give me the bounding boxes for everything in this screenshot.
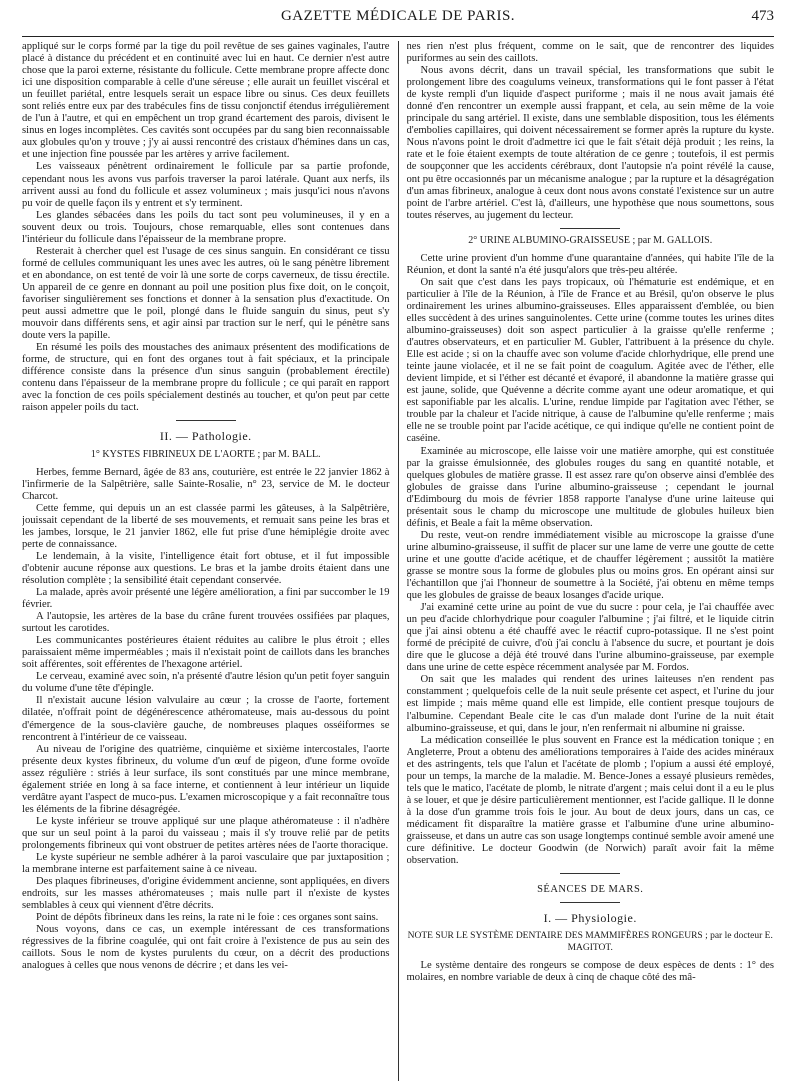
paragraph: nes rien n'est plus fréquent, comme on le sait, que de rencontrer des liquides puriformes au sein des caillots. [406,41,774,65]
paragraph: Le lendemain, à la visite, l'intelligence était fort obtuse, et il fut impossible d'obtenir aucune réponse aux questions. Le bras et la jambe droits étaient dans une résolution complète ; la sensibilité était cependant conservée. [22,550,390,586]
paragraph: Le kyste supérieur ne semble adhérer à la paroi vasculaire que par juxtaposition ; la membrane interne est parfaitement saine à ce niveau. [22,852,390,876]
section-heading-physiologie: I. — Physiologie. [543,911,637,926]
paragraph: La malade, après avoir présenté une légère amélioration, a fini par succomber le 19 février. [22,587,390,611]
paragraph: Nous voyons, dans ce cas, un exemple intéressant de ces transformations régressives de la fibrine coagulée, qui ont fait croire à l'existence de pus au sein des caillots. Sous le nom de kystes purulents du cœur, on a décrit des productions analogues à celles que nous venons de décrire ; et dans les vei- [22,924,390,972]
section-heading-pathologie: II. — Pathologie. [159,429,252,444]
article-title-magitot: NOTE SUR LE SYSTÈME DENTAIRE DES MAMMIFÈRES RONGEURS ; par le docteur E. MAGITOT. [407,931,773,954]
paragraph: Resterait à chercher quel est l'usage de ces sinus sanguin. En considérant ce tissu formé de cellules communiquant les unes avec les autres, où le sang pénètre librement et en abondance, on est tenté de voir là une sorte de corps caverneux, de tissu érectile. Un appareil de ce genre en donnant au poil une position plus fixe doit, on le conçoit, favoriser singulièrement ses fonctions et donner à la sensation plus d'exactitude. On peut aussi admettre que le poil, plongé dans le fluide sanguin du sinus, peut s'y mouvoir dans différents sens, et agir ainsi par traction sur le nerf, qui le pénètre sans doute vers la papille. [22,245,390,342]
paragraph: Du reste, veut-on rendre immédiatement visible au microscope la graisse d'une urine albumino-graisseuse, il suffit de placer sur une lame de verre une goutte de cette urine et une goutte d'acide acétique, et de chauffer légèrement ; aussitôt la matière grasse se montre sous la forme de globules plus ou moins gros. En opérant ainsi sur l'échantillon que j'ai l'honneur de soumettre à la Société, j'ai obtenu en même temps que les globules de graisse de beaux losanges d'acide urique. [406,529,774,602]
section-divider [560,902,620,903]
paragraph: Point de dépôts fibrineux dans les reins, la rate ni le foie : ces organes sont sains. [36,912,379,924]
section-divider [560,228,620,229]
section-divider [176,420,236,421]
page-number: 473 [751,8,774,24]
column-divider [398,41,399,1081]
paragraph: A l'autopsie, les artères de la base du crâne furent trouvées ossifiées par plaques, surtout les carotides. [22,611,390,635]
paragraph: Le kyste inférieur se trouve appliqué sur une plaque athéromateuse : il n'adhère que sur un seul point à la paroi du vaisseau ; mais il s'y trouve relié par de petits prolongements fibrineux qui vont obstruer de petites artères nées de l'aorte thoracique. [22,815,390,851]
paragraph: En résumé les poils des moustaches des animaux présentent des modifications de forme, de structure, qui en font des organes tout à fait spéciaux, et la principale différence consiste dans la présence d'un sinus sanguin (probablement érectile) contenu dans l'épaisseur de la membrane propre du follicule ; ce qui paraît en rapport avec la fonction de ces poils spécialement destinés au toucher, et qu'on peut par cette raison appeler poils du tact. [22,342,390,414]
paragraph: Les vaisseaux pénètrent ordinairement le follicule par sa partie profonde, cependant nous les avons vus parfois traverser la paroi latérale. Quant aux nerfs, ils arrivent aussi au fond du follicule et assez volumineux ; mais jusqu'ici nous n'avons pu voir de quelle façon ils y entrent et s'y terminent. [22,161,390,209]
article-title-urine: 2° URINE ALBUMINO-GRAISSEUSE ; par M. GALLOIS. [468,234,713,246]
page-header [22,8,774,30]
paragraph: Nous avons décrit, dans un travail spécial, les transformations que subit le prolongement libre des coagulums veineux, transformations qui le font passer à l'état de kyste rempli d'un liquide d'aspect puriforme ; mais il ne nous avait jamais été donné d'en rencontrer un exemple aussi frappant, et cela, au sein même de la voie principale du sang artériel. Il existe, dans une semblable disposition, tous les éléments d'embolies capillaires, qui doivent nécessairement se former après la rupture du kyste. Nous n'avons point le droit d'admettre ici que le fait s'était déjà produit ; les reins, la rate et le foie étaient exempts de toute altération de ce genre ; toutefois, il est permis de soupçonner que les accidents cérébraux, dont l'autopsie n'a point révélé la cause, ont pu être occasionnés par un mécanisme analogue ; par la rupture et la désagrégation d'un amas fibrineux, analogue à ceux dont nous avons constaté l'existence sur un autre point de l'arbre artériel. C'est là, d'ailleurs, une hypothèse que nous soumettons, sous toutes réserves, au jugement du lecteur. [406,65,774,221]
section-divider [560,873,620,874]
right-column [407,41,775,1081]
paragraph: On sait que c'est dans les pays tropicaux, où l'hématurie est endémique, et en particulier à l'île de la Réunion, à l'île de France et au Brésil, qu'on observe le plus ordinairement les urines albumino-graisseuses. Elles apparaissent d'emblée, ou bien elles succèdent à des urines sanguinolentes. Cette urine (comme toutes les urines dites albumino-graisseuses) doit son aspect particulier à la graisse qu'elle renferme ; d'autres observateurs, et en particulier M. Gubler, l'attribuent à la présence du chyle. Elle est acide ; si on la chauffe avec son volume d'acide chlorhydrique, elle prend une teinte jaune violacée, et il ne se fait point de coagulum. Agitée avec de l'éther, elle devient limpide, et si l'éther est décanté et évaporé, il abandonne la matière grasse qui est jaune, solide, que Quévenne a décrite comme ayant une odeur aromatique, et qui est saponifiable par les alcalis. L'urine, rendue limpide par l'agitation avec l'éther, se trouble par la chaleur et l'acide nitrique, à cause de l'albumine qu'elle renferme ; mais elle ne se trouble point par l'acide acétique, ce qui indique qu'elle ne contient point de caséine. [406,276,774,445]
left-column [22,41,390,1081]
paragraph: Le cerveau, examiné avec soin, n'a présenté d'autre lésion qu'un petit foyer sanguin du volume d'une tête d'épingle. [22,671,390,695]
paragraph: Les glandes sébacées dans les poils du tact sont peu volumineuses, il y en a souvent deux ou trois. Toujours, chose remarquable, elles sont contenues dans l'intérieur du follicule dans l'épaisseur de la membrane propre. [22,209,390,245]
columns [22,41,774,1081]
header-rule [22,36,774,37]
article-title-kystes: 1° KYSTES FIBRINEUX DE L'AORTE ; par M. BALL. [90,448,321,460]
journal-title: GAZETTE MÉDICALE DE PARIS. [280,8,516,24]
seances-heading: SÉANCES DE MARS. [537,884,644,896]
paragraph: Le système dentaire des rongeurs se compose de deux espèces de dents : 1° des molaires, en nombre variable de deux à cinq de chaque côté des mâ- [406,960,774,984]
paragraph: Cette femme, qui depuis un an est classée parmi les gâteuses, à la Salpêtrière, jouissait cependant de la liberté de ses mouvements, et remuait sans peine les bras et les jambes, lorsque, le 21 janvier 1862, elle fut prise d'une hémiplégie droite avec perte de connaissance. [22,502,390,550]
paragraph: J'ai examiné cette urine au point de vue du sucre : pour cela, je l'ai chauffée avec un peu d'acide chlorhydrique pour coaguler l'albumine ; j'ai filtré, et le liquide citrin que j'ai ainsi obtenu a été chauffé avec le réactif cupro-potassique. Il ne s'est point formé de précipité de cuivre, d'où j'ai conclu à l'absence du sucre, et pourtant je dois dire que le glucose a déjà été trouvé dans l'urine albumino-graisseuse, par exemple dans une urine de cette espèce récemment analysée par M. Fordos. [406,602,774,674]
paragraph: Cette urine provient d'un homme d'une quarantaine d'années, qui habite l'île de la Réunion, et dont la santé n'a été jusqu'alors que très-peu altérée. [406,252,774,276]
paragraph: On sait que les malades qui rendent des urines laiteuses n'en rendent pas constamment ; quelquefois celle de la nuit seule présente cet aspect, et l'urine du jour est limpide ; mais même quand elle est limpide, elle contient presque toujours de l'albumine. Cependant Beale cite le cas d'un malade dont l'urine de la nuit était albumino-graisseuse, et qui, dans le jour, n'en renfermait ni albumine ni graisse. [406,674,774,734]
paragraph: Il n'existait aucune lésion valvulaire au cœur ; la crosse de l'aorte, fortement dilatée, n'offrait point de dégénérescence athéromateuse, mais au-dessous du point d'émergence de la sous-clavière gauche, de nombreuses plaques osséiformes se rencontrent à l'intérieur de ce vaisseau. [22,695,390,743]
paragraph: Les communicantes postérieures étaient réduites au calibre le plus étroit ; elles paraissaient même imperméables ; mais il n'existait point de caillots dans les branches soit afférentes, soit efférentes de l'hexagone artériel. [22,635,390,671]
paragraph: Examinée au microscope, elle laisse voir une matière amorphe, qui est constituée par la graisse émulsionnée, des globules rouges du sang en quantité notable, et quelques globules de matière grasse. Il est assez rare qu'on observe ainsi d'emblée des globules de graisse dans l'urine albumino-graisseuse ; cependant le journal d'Edimbourg du mois de février 1858 rapporte l'analyse d'une urine laiteuse qui présentait sous le champ du microscope une multitude de globules huileux bien définis, et Beale a fait la même observation. [406,445,774,529]
paragraph: appliqué sur le corps formé par la tige du poil revêtue de ses gaines vaginales, l'autre placé à distance du précédent et en continuité avec lui en haut. Ce dernier n'est autre chose que la paroi externe, résistante du follicule. Cette membrane propre affecte donc ici une disposition comparable à celle d'une séreuse ; elle aurait un feuillet viscéral et un feuillet pariétal, entre lesquels serait un espace libre ou sinus. Ces deux feuillets sont reliés entre eux par des trabécules fins de tissu conjonctif étendus irrégulièrement de l'un à l'autre, et qui en empêchent un trop grand écartement des parois, divisent le sinus en loges incomplètes. Ces cavités sont occupées par du sang bien reconnaissable aux globules qu'on y trouve ; j'y ai aussi rencontré des cristaux d'hémines dans un cas, et une injection fine poussée par les artères y arrive facilement. [22,41,390,161]
paragraph: Des plaques fibrineuses, d'origine évidemment ancienne, sont appliquées, en divers endroits, sur les masses athéromateuses ; mais nulle part il n'existe de kystes semblables à ceux qui viennent d'être décrits. [22,876,390,912]
paragraph: Au niveau de l'origine des quatrième, cinquième et sixième intercostales, l'aorte présente deux kystes fibrineux, du volume d'un œuf de pigeon, d'une forme ovoïde assez régulière : striés à leur surface, ils sont constitués par une mince membrane, également striée en long à sa face interne, et contiennent à leur intérieur un liquide verdâtre ayant l'aspect de muco-pus. L'examen microscopique y a fait reconnaître tous les éléments de la fibrine désagrégée. [22,743,390,815]
paragraph: La médication conseillée le plus souvent en France est la médication tonique ; en Angleterre, Prout a obtenu des améliorations temporaires à l'aide des acides minéraux et des astringents, tels que l'alun et l'acétate de plomb ; l'opium a aussi été employé, pour un temps, la marche de la maladie. M. Bence-Jones a essayé plusieurs remèdes, tels que le matico, l'acétate de plomb, le nitrate d'argent ; mais celui dont il a eu le plus à se louer, et que je désire particulièrement mentionner, est l'acide gallique. Il le donne à la dose d'un gramme trois fois le jour. Au bout de deux jours, dans un cas, ce médicament fit disparaître la matière grasse et l'albumine d'une urine albumino-graisseuse, et dans un autre cas son usage longtemps continué semble avoir amené une cure définitive. Le docteur Goodwin (de Norwich) paraît avoir fait la même observation. [406,734,774,867]
paragraph: Herbes, femme Bernard, âgée de 83 ans, couturière, est entrée le 22 janvier 1862 à l'infirmerie de la Salpêtrière, salle Sainte-Rosalie, n° 23, service de M. le docteur Charcot. [22,466,390,502]
